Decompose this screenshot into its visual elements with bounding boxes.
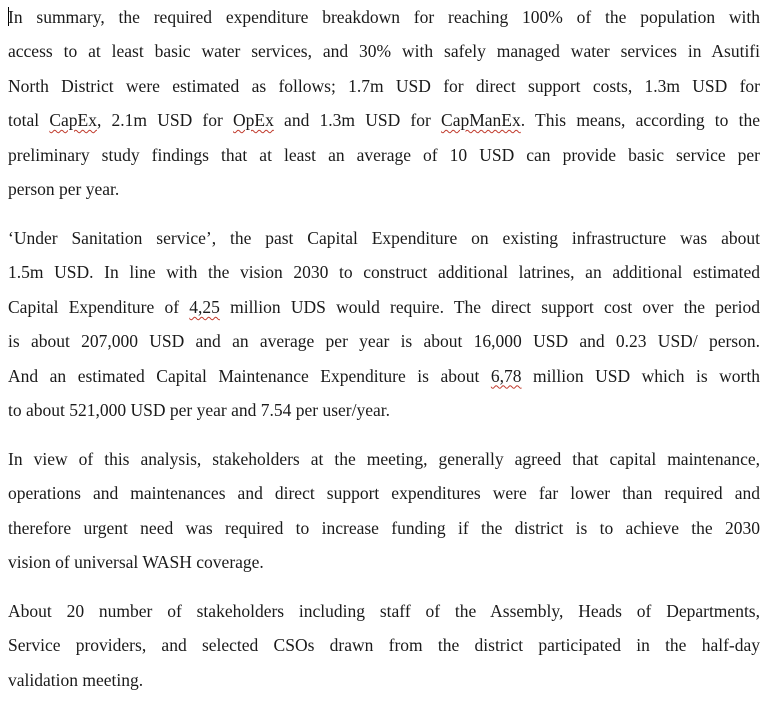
text-line: preliminary study findings that at least an average of 10 USD can provide basic service per <box>8 144 760 165</box>
text-line: North District were estimated as follows; 1.7m USD for direct support costs, 1.3m USD for <box>8 75 760 96</box>
paragraph-meeting-participants <box>8 594 760 697</box>
text-line: 1.5m USD. In line with the vision 2030 to construct additional latrines, an additional estimated <box>8 262 760 283</box>
text-line: In view of this analysis, stakeholders at the meeting, generally agreed that capital maintenance, <box>8 448 760 469</box>
paragraph-water-expenditure <box>8 0 760 206</box>
text-line: Service providers, and selected CSOs drawn from the district participated in the half-day <box>8 635 760 656</box>
text-line: Capital Expenditure of 4,25 million UDS would require. The direct support cost over the period <box>8 296 760 317</box>
text-line: total CapEx, 2.1m USD for OpEx and 1.3m USD for CapManEx. This means, according to the <box>8 110 760 131</box>
text-line: In summary, the required expenditure breakdown for reaching 100% of the population with <box>8 7 760 27</box>
text-line: person per year. <box>8 179 120 200</box>
paragraph-stakeholder-analysis <box>8 442 760 580</box>
text-line: vision of universal WASH coverage. <box>8 552 264 573</box>
spellcheck-flagged-word[interactable]: 6,78 <box>490 365 522 386</box>
text-line: validation meeting. <box>8 669 144 690</box>
text-line: is about 207,000 USD and an average per year is about 16,000 USD and 0.23 USD/ person. <box>8 331 760 352</box>
text-line: About 20 number of stakeholders including staff of the Assembly, Heads of Departments, <box>8 601 760 621</box>
document-body[interactable] <box>8 0 760 712</box>
paragraph-sanitation-service <box>8 221 760 427</box>
text-line: to about 521,000 USD per year and 7.54 per user/year. <box>8 399 390 420</box>
text-line: And an estimated Capital Maintenance Expenditure is about 6,78 million USD which is worth <box>8 365 760 386</box>
spellcheck-flagged-word[interactable]: CapManEx <box>441 110 521 131</box>
text-line: access to at least basic water services, and 30% with safely managed water services in Asutifi <box>8 41 760 62</box>
text-line: ‘Under Sanitation service’, the past Capital Expenditure on existing infrastructure was about <box>8 227 760 248</box>
spellcheck-flagged-word[interactable]: CapEx <box>49 110 97 131</box>
spellcheck-flagged-word[interactable]: OpEx <box>233 110 274 131</box>
spellcheck-flagged-word[interactable]: 4,25 <box>189 296 220 317</box>
text-line: therefore urgent need was required to increase funding if the district is to achieve the 2030 <box>8 517 760 538</box>
text-line: operations and maintenances and direct support expenditures were far lower than required and <box>8 483 760 504</box>
